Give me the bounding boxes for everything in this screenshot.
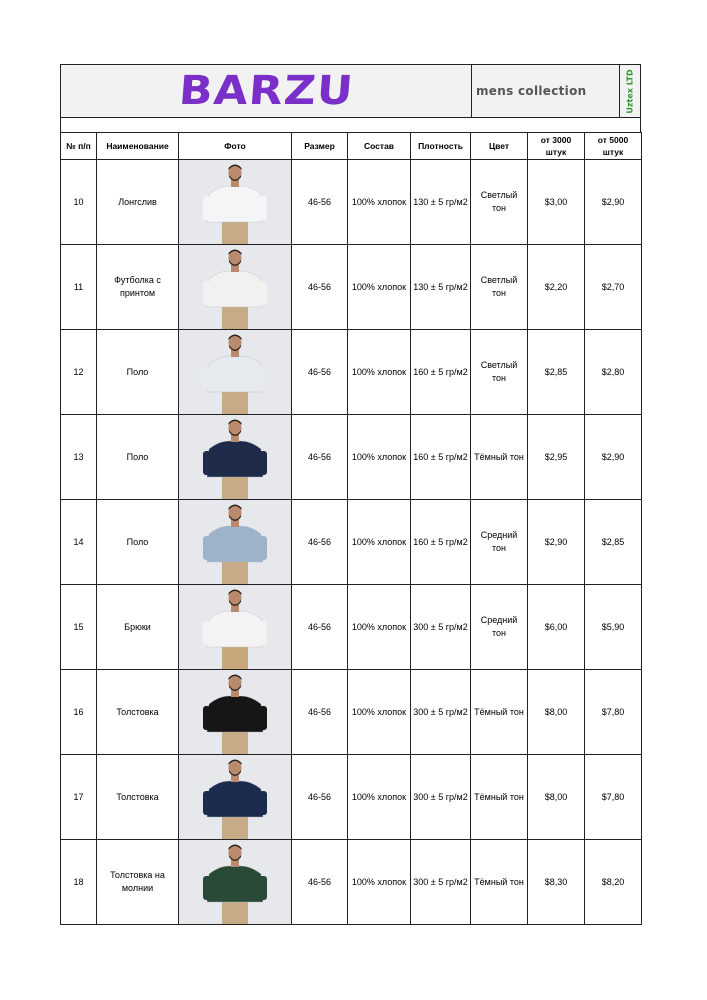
model-figure xyxy=(179,500,291,584)
size: 46-56 xyxy=(292,415,348,500)
col-header-num: № п/п xyxy=(61,133,97,160)
price-table xyxy=(60,132,642,925)
table-row xyxy=(61,585,642,670)
density: 130 ± 5 гр/м2 xyxy=(411,245,471,330)
product-photo-cell xyxy=(179,245,292,330)
product-name: Поло xyxy=(97,415,179,500)
color-tone: Тёмный тон xyxy=(471,755,528,840)
composition: 100% хлопок xyxy=(348,840,411,925)
col-header-color: Цвет xyxy=(471,133,528,160)
color-tone: Тёмный тон xyxy=(471,670,528,755)
col-header-name: Наименование xyxy=(97,133,179,160)
product-name: Поло xyxy=(97,330,179,415)
size: 46-56 xyxy=(292,245,348,330)
price-3000: $2,95 xyxy=(528,415,585,500)
product-name: Толстовка на молнии xyxy=(97,840,179,925)
col-header-price-3000: от 3000 штук xyxy=(528,133,585,160)
model-figure xyxy=(179,585,291,669)
row-number: 16 xyxy=(61,670,97,755)
collection-title: mens collection xyxy=(476,84,587,98)
product-photo-cell xyxy=(179,415,292,500)
product-name: Толстовка xyxy=(97,670,179,755)
logo-cell xyxy=(61,65,472,117)
color-tone: Тёмный тон xyxy=(471,415,528,500)
light-polo-photo xyxy=(179,330,291,414)
row-number: 11 xyxy=(61,245,97,330)
color-tone: Светлый тон xyxy=(471,245,528,330)
density: 300 ± 5 гр/м2 xyxy=(411,840,471,925)
price-5000: $7,80 xyxy=(585,670,642,755)
pants-photo xyxy=(179,585,291,669)
table-header-row xyxy=(61,133,642,160)
price-3000: $8,00 xyxy=(528,755,585,840)
product-photo-cell xyxy=(179,330,292,415)
price-5000: $2,80 xyxy=(585,330,642,415)
product-name: Лонгслив xyxy=(97,160,179,245)
size: 46-56 xyxy=(292,160,348,245)
table-row xyxy=(61,840,642,925)
table-row xyxy=(61,670,642,755)
density: 160 ± 5 гр/м2 xyxy=(411,415,471,500)
model-figure xyxy=(179,415,291,499)
side-brand-label: Uztex LTD xyxy=(625,68,635,114)
color-tone: Тёмный тон xyxy=(471,840,528,925)
price-3000: $2,85 xyxy=(528,330,585,415)
composition: 100% хлопок xyxy=(348,500,411,585)
size: 46-56 xyxy=(292,500,348,585)
product-photo-cell xyxy=(179,840,292,925)
size: 46-56 xyxy=(292,585,348,670)
collection-cell xyxy=(472,65,620,117)
composition: 100% хлопок xyxy=(348,670,411,755)
price-3000: $2,90 xyxy=(528,500,585,585)
price-5000: $2,90 xyxy=(585,415,642,500)
composition: 100% хлопок xyxy=(348,160,411,245)
printed-tshirt-photo xyxy=(179,245,291,329)
price-5000: $2,85 xyxy=(585,500,642,585)
col-header-photo: Фото xyxy=(179,133,292,160)
col-header-density: Плотность xyxy=(411,133,471,160)
color-tone: Средний тон xyxy=(471,500,528,585)
table-row xyxy=(61,330,642,415)
density: 130 ± 5 гр/м2 xyxy=(411,160,471,245)
size: 46-56 xyxy=(292,330,348,415)
table-row xyxy=(61,500,642,585)
row-number: 13 xyxy=(61,415,97,500)
row-number: 18 xyxy=(61,840,97,925)
size: 46-56 xyxy=(292,840,348,925)
table-row xyxy=(61,160,642,245)
price-3000: $3,00 xyxy=(528,160,585,245)
product-photo-cell xyxy=(179,500,292,585)
price-5000: $8,20 xyxy=(585,840,642,925)
table-row xyxy=(61,415,642,500)
density: 160 ± 5 гр/м2 xyxy=(411,330,471,415)
black-hoodie-photo xyxy=(179,670,291,754)
table-row xyxy=(61,245,642,330)
model-figure xyxy=(179,245,291,329)
navy-hoodie-photo xyxy=(179,755,291,839)
price-5000: $2,70 xyxy=(585,245,642,330)
product-name: Брюки xyxy=(97,585,179,670)
product-photo-cell xyxy=(179,160,292,245)
product-name: Толстовка xyxy=(97,755,179,840)
composition: 100% хлопок xyxy=(348,585,411,670)
white-longsleeve-photo xyxy=(179,160,291,244)
side-brand-cell xyxy=(620,65,640,117)
row-number: 17 xyxy=(61,755,97,840)
row-number: 14 xyxy=(61,500,97,585)
price-5000: $7,80 xyxy=(585,755,642,840)
col-header-size: Размер xyxy=(292,133,348,160)
brand-logo: BARZU xyxy=(176,68,356,114)
color-tone: Светлый тон xyxy=(471,330,528,415)
col-header-price-5000: от 5000 штук xyxy=(585,133,642,160)
product-name: Футболка с принтом xyxy=(97,245,179,330)
row-number: 12 xyxy=(61,330,97,415)
density: 300 ± 5 гр/м2 xyxy=(411,755,471,840)
green-zip-hoodie-photo xyxy=(179,840,291,924)
model-figure xyxy=(179,330,291,414)
composition: 100% хлопок xyxy=(348,330,411,415)
density: 300 ± 5 гр/м2 xyxy=(411,585,471,670)
price-list-header xyxy=(60,64,641,118)
model-figure xyxy=(179,670,291,754)
price-3000: $8,30 xyxy=(528,840,585,925)
price-3000: $6,00 xyxy=(528,585,585,670)
table-row xyxy=(61,755,642,840)
product-photo-cell xyxy=(179,670,292,755)
density: 300 ± 5 гр/м2 xyxy=(411,670,471,755)
product-photo-cell xyxy=(179,755,292,840)
model-figure xyxy=(179,755,291,839)
color-tone: Средний тон xyxy=(471,585,528,670)
col-header-composition: Состав xyxy=(348,133,411,160)
dark-polo-photo xyxy=(179,415,291,499)
composition: 100% хлопок xyxy=(348,755,411,840)
price-3000: $8,00 xyxy=(528,670,585,755)
color-tone: Светлый тон xyxy=(471,160,528,245)
density: 160 ± 5 гр/м2 xyxy=(411,500,471,585)
size: 46-56 xyxy=(292,670,348,755)
composition: 100% хлопок xyxy=(348,415,411,500)
product-photo-cell xyxy=(179,585,292,670)
composition: 100% хлопок xyxy=(348,245,411,330)
blue-polo-photo xyxy=(179,500,291,584)
model-figure xyxy=(179,840,291,924)
product-name: Поло xyxy=(97,500,179,585)
header-spacer xyxy=(60,118,641,132)
price-3000: $2,20 xyxy=(528,245,585,330)
price-5000: $5,90 xyxy=(585,585,642,670)
row-number: 15 xyxy=(61,585,97,670)
row-number: 10 xyxy=(61,160,97,245)
size: 46-56 xyxy=(292,755,348,840)
model-figure xyxy=(179,160,291,244)
price-5000: $2,90 xyxy=(585,160,642,245)
